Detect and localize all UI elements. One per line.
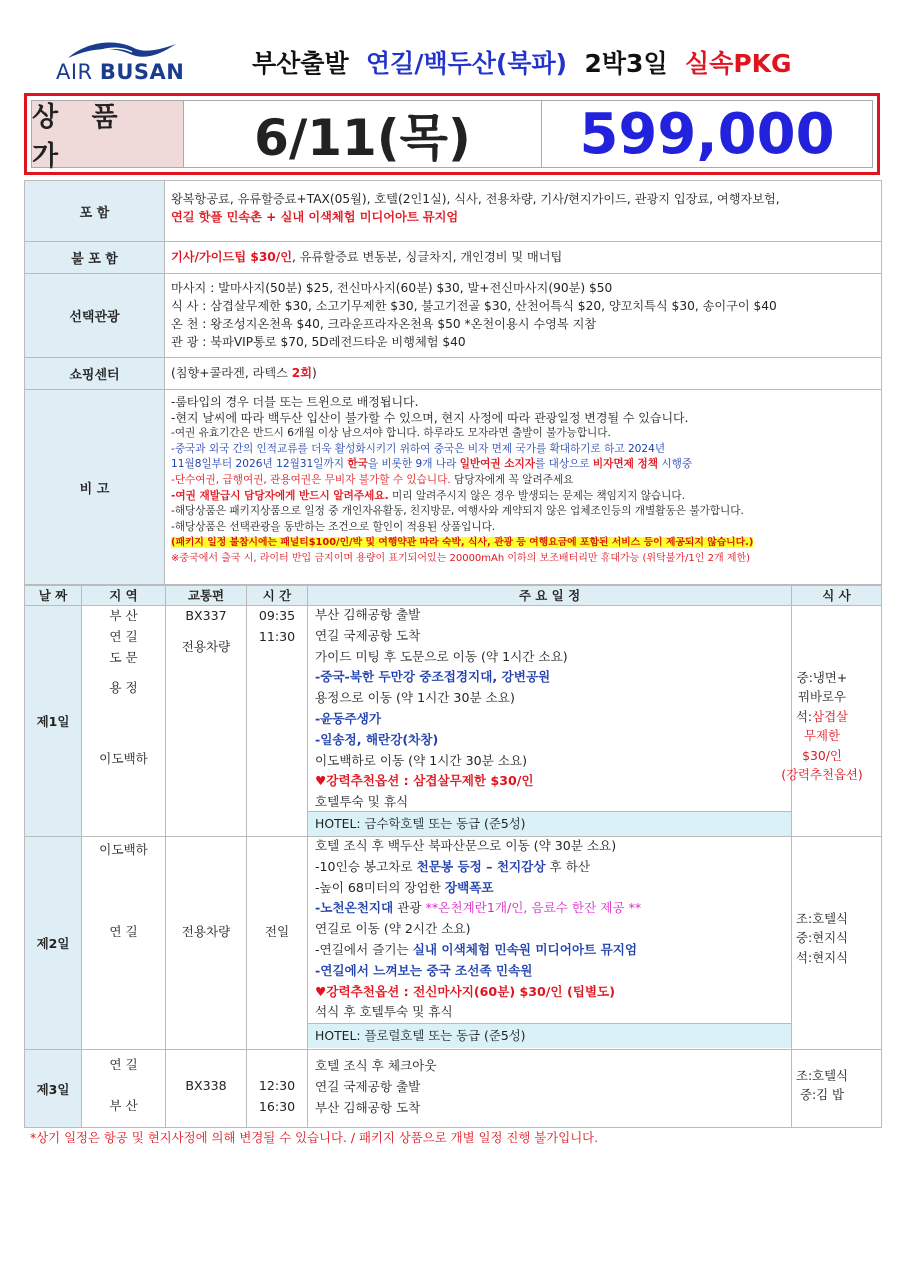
remarks-content: -룸타입의 경우 더블 또는 트윈으로 배정됩니다. -현지 날씨에 따라 백두산 입산이 불가할 수 있으며, 현지 사정에 따라 관광일정 변경될 수 있습니다. -여권 유효기간은 반드시 6개월 이상 남으셔야 합니다. 하루라도 모자라면 출발이 불가능합니다. -중국과 외국 간의 인적교류를 더욱 활성화시키기 위하여 중국은 비자 면제 국가를 확대하기로 하고 2024년 11월8일부터 2026년 12월31일까지 한국을 비롯한 9개 나라 일반여권 소지자를 대상으로 비자면제 정책 시행중 -단수여권, 급행여권, 관용여권은 무비자 불가할 수 있습니다. 담당자에게 꼭 알려주세요 -여권 재발급시 담당자에게 반드시 알려주세요. 미리 알려주시지 않은 경우 발생되는 문제는 책임지지 않습니다. -해당상품은 패키지상품으로 일정 중 개인자유활동, 친지방문, 여행사와 계약되지 않은 업체조인등의 개별활동은 불가합니다. -해당상품은 선택관광을 동반하는 조건으로 할인이 적용된 상품입니다. (패키지 일정 불참시에는 패널티$100/인/박 및 여행약관 따라 숙박, 식사, 관광 등 여행요금에 포함된 서비스 등이 제공되지 않습니다.) ※중국에서 출국 시, 라이터 반입 금지이며 용량이 표기되어있는 20000mAh 이하의 보조배터리만 휴대가능 (위탁불가/1인 2개 제한): [171, 395, 754, 564]
bird-logo-icon: [66, 38, 178, 62]
col-header-itinerary: 주 요 일 정: [308, 586, 791, 605]
optional-tour-label: 선택관광: [25, 274, 165, 357]
excluded-label: 불 포 함: [25, 242, 165, 273]
included-row: [24, 180, 882, 242]
day3-regions: 연 길 부 산: [109, 1057, 138, 1113]
day2-meals: 조:호텔식 중:현지식 석:현지식: [795, 911, 849, 965]
price-label: 상 품 가: [31, 100, 184, 168]
included-label: 포 함: [25, 181, 165, 241]
day1-times: 09:35 11:30: [258, 608, 296, 644]
penalty-notice: (패키지 일정 불참시에는 패널티$100/인/박 및 여행약관 따라 숙박, 식사, 관광 등 여행요금에 포함된 서비스 등이 제공되지 않습니다.): [171, 537, 754, 549]
day1-meals: 중:냉면+ 꿔바로우 석:삼겹살 무제한 $30/인 (강력추천옵션): [781, 670, 863, 783]
shopping-label: 쇼핑센터: [25, 358, 165, 389]
excluded-row: [24, 242, 882, 274]
day2-label: 제2일: [25, 837, 81, 1049]
remarks-label: 비 고: [25, 390, 165, 584]
day3-itinerary: 호텔 조식 후 체크아웃 연길 국제공항 출발 부산 김해공항 도착: [315, 1058, 437, 1115]
day2-itinerary: 호텔 조식 후 백두산 북파산문으로 이동 (약 30분 소요) -10인승 봉고차로 천문봉 등정 – 천지감상 후 하산 -높이 68미터의 장엄한 장백폭포 -노천온천지대 관광 **온천계란1개/인, 음료수 한잔 제공 ** 연길로 이동 (약 2시간 소요) -연길에서 즐기는 실내 이색체험 민속원 미디어아트 뮤지엄 -연길에서 느껴보는 중국 조선족 민속원 ♥강력추천옵션 : 전신마사지(60분) $30/인 (팁별도) 석식 후 호텔투숙 및 휴식: [315, 838, 642, 1020]
col-header-date: 날 짜: [25, 586, 81, 605]
col-header-time: 시 간: [247, 586, 307, 605]
day1-itinerary: 부산 김해공항 출발 연길 국제공항 도착 가이드 미팅 후 도문으로 이동 (약 1시간 소요) -중국-북한 두만강 중조접경지대, 강변공원 용정으로 이동 (약 1시간 30분 소요) -윤동주생가 -일송정, 해란강(차창) 이도백하로 이동 (약 1시간 30분 소요) ♥강력추천옵션 : 삼겹살무제한 $30/인 호텔투숙 및 휴식: [315, 607, 568, 810]
shopping-row: [24, 358, 882, 390]
price-box: [24, 93, 880, 175]
day1-label: 제1일: [25, 606, 81, 836]
day3-meals: 조:호텔식 중:김 밥: [795, 1068, 849, 1103]
day3-times: 12:30 16:30: [258, 1078, 296, 1114]
excluded-content: 기사/가이드팁 $30/인, 유류할증료 변동분, 싱글차지, 개인경비 및 매너팁: [171, 250, 563, 264]
air-busan-logo: [52, 38, 187, 86]
remarks-row: [24, 390, 882, 585]
departure-date: 6/11(목): [184, 100, 542, 168]
day1-regions: 부 산 연 길 도 문 용 정 이도백하: [99, 608, 148, 767]
optional-tour-content: 마사지 : 발마사지(50분) $25, 전신마사지(60분) $30, 발+전신마사지(90분) $50 식 사 : 삼겹살무제한 $30, 소고기무제한 $30, 불고기전골 $30, 산천어특식 $20, 양꼬치특식 $30, 송이구이 $40 온 천 : 왕조성지온천욕 $40, 크라운프라자온천욕 $50 *온천이용시 수영복 지참 관 광 : 북파VIP통로 $70, 5D레전드타운 비행체험 $40: [171, 281, 777, 349]
day1-transport: BX337 전용차량: [181, 608, 231, 654]
day2-region-end: 연 길: [109, 924, 138, 939]
page-title: 부산출발 연길/백두산(북파) 2박3일 실속PKG: [252, 49, 792, 78]
shopping-content: (침향+콜라겐, 라텍스 2회): [171, 366, 317, 380]
day2-time: 전일: [264, 924, 290, 939]
day3-transport: BX338: [185, 1078, 227, 1093]
day2-region-start: 이도백하: [99, 842, 148, 857]
day1-hotel: HOTEL: 금수학호텔 또는 동급 (준5성): [308, 811, 791, 836]
included-content: 왕복항공료, 유류할증료+TAX(05월), 호텔(2인1실), 식사, 전용차량, 기사/현지가이드, 관광지 입장료, 여행자보험, 연길 핫플 민속촌 + 실내 이색체험 미디어아트 뮤지엄: [171, 192, 780, 224]
optional-tour-row: [24, 274, 882, 358]
day2-hotel: HOTEL: 플로럴호텔 또는 동급 (준5성): [308, 1023, 791, 1048]
col-header-meal: 식 사: [792, 586, 881, 605]
day2-transport: 전용차량: [181, 924, 231, 939]
day3-label: 제3일: [25, 1050, 81, 1127]
col-header-transport: 교통편: [166, 586, 246, 605]
logo-wordmark: AIR BUSAN: [56, 60, 185, 84]
price-amount: 599,000: [542, 100, 873, 168]
footnote: *상기 일정은 항공 및 현지사정에 의해 변경될 수 있습니다. / 패키지 상품으로 개별 일정 진행 불가입니다.: [30, 1130, 599, 1145]
col-header-region: 지 역: [82, 586, 165, 605]
schedule-table: [24, 585, 882, 1128]
